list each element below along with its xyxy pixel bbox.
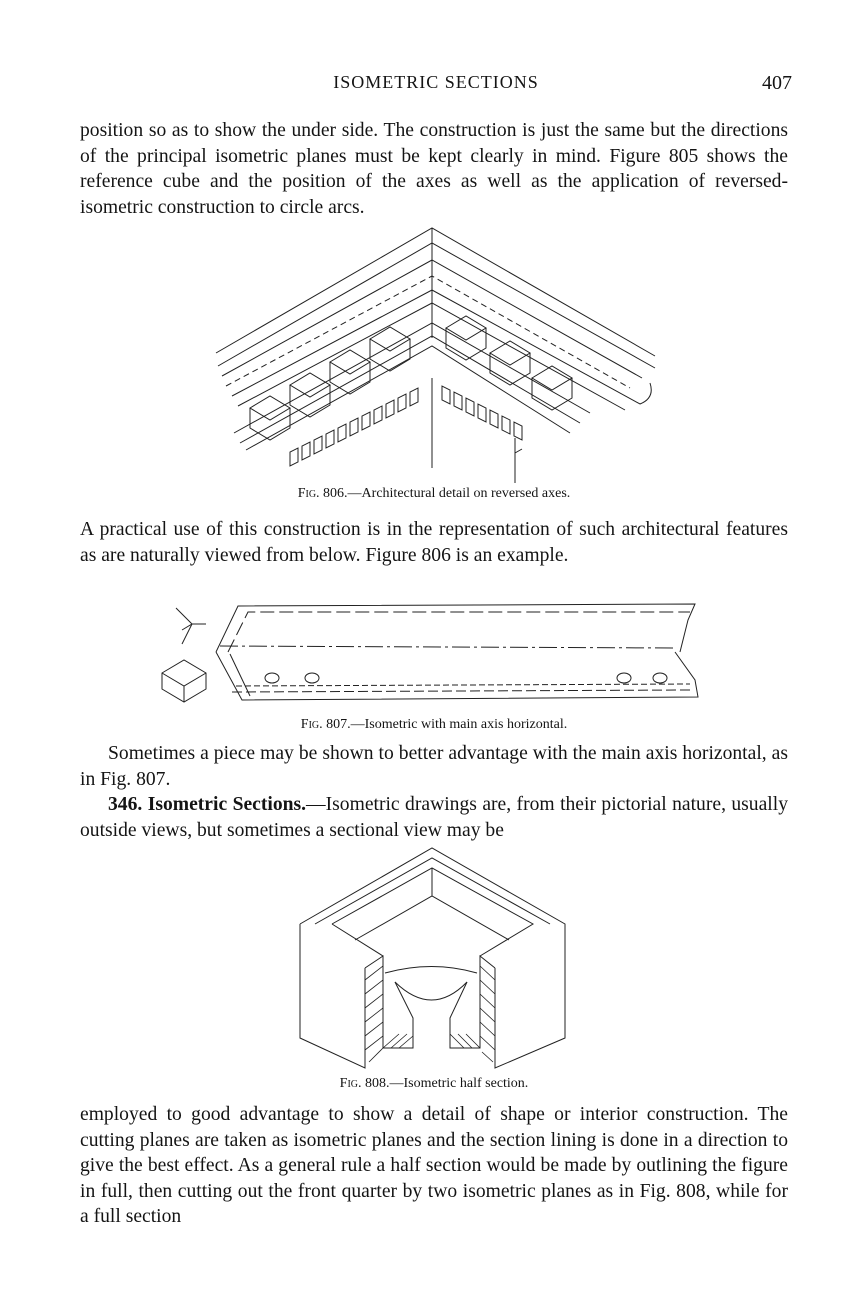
bolt-hole-2 bbox=[305, 673, 319, 683]
paragraph-2: A practical use of this construction is in the representation of such architectural features as are naturally viewed from below. Figure 806 is an example. bbox=[80, 519, 788, 566]
paragraph-1: position so as to show the under side. The construction is just the same but the directions of the principal isometric planes must be kept clearly in mind. Figure 805 shows the reference cube and the position of the axes as well as the application of reversed-isometric construction to circle arcs. bbox=[80, 120, 788, 218]
page-number: 407 bbox=[762, 72, 792, 94]
figure-808-label: Fig. bbox=[339, 1076, 362, 1091]
figure-806-label: Fig. bbox=[297, 486, 320, 501]
paragraph-4-text: —Isometric drawings are, from their pictorial nature, usually outside views, but sometimes a sectional view may be bbox=[80, 794, 788, 841]
page-header bbox=[80, 72, 792, 102]
running-head: ISOMETRIC SECTIONS bbox=[333, 72, 539, 92]
paragraph-5: employed to good advantage to show a detail of shape or interior construction. The cutting planes are taken as isometric planes and the section lining is done in a direction to give the best effect. As a general rule a half section would be made by outlining the figure in full, then cutting out the front quarter by two isometric planes as in Fig. 808, while for a full section bbox=[80, 1104, 788, 1227]
dentil-row bbox=[290, 386, 522, 466]
paragraph-3: Sometimes a piece may be shown to better advantage with the main axis horizontal, as in Fig. 807. bbox=[80, 743, 788, 790]
figure-808-caption-text: 808.—Isometric half section. bbox=[361, 1076, 529, 1091]
reference-cube bbox=[162, 660, 206, 702]
figure-808-drawing bbox=[295, 848, 570, 1073]
figure-807-caption bbox=[80, 717, 788, 733]
figure-807-label: Fig. bbox=[300, 717, 323, 732]
figure-806-caption-text: 806.—Architectural detail on reversed axes. bbox=[319, 486, 571, 501]
figure-807-caption-text: 807.—Isometric with main axis horizontal. bbox=[322, 717, 568, 732]
paragraph-4 bbox=[80, 792, 788, 843]
bolt-hole-4 bbox=[653, 673, 667, 683]
figure-806-caption bbox=[80, 486, 788, 502]
figure-806-drawing bbox=[210, 228, 670, 483]
figure-807-drawing bbox=[160, 600, 705, 715]
axes-symbol bbox=[176, 608, 206, 644]
section-heading: 346. Isometric Sections. bbox=[108, 794, 307, 815]
bolt-hole-3 bbox=[617, 673, 631, 683]
bolt-hole-1 bbox=[265, 673, 279, 683]
figure-808-caption bbox=[80, 1076, 788, 1092]
modillion-blocks-right bbox=[446, 316, 572, 410]
